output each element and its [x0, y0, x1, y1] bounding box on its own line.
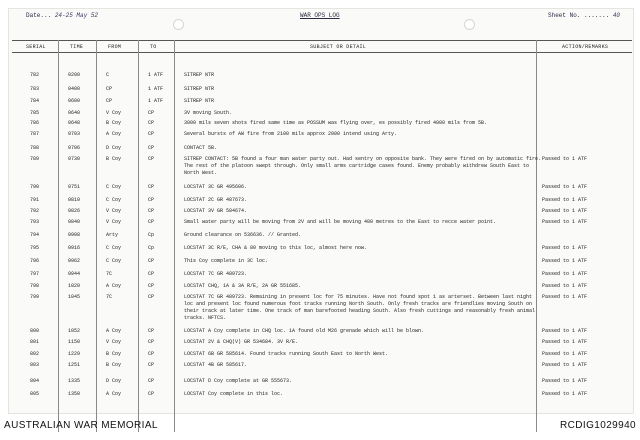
cell-time: 1229 [68, 351, 81, 357]
column-header-subject: SUBJECT OR DETAIL [310, 44, 367, 50]
column-header-time: TIME [70, 44, 84, 50]
cell-action: Passed to 1 ATF [542, 294, 588, 300]
cell-from: CP [106, 98, 113, 104]
cell-from: C [106, 72, 110, 78]
page-title: WAR OPS LOG [300, 12, 340, 19]
cell-serial: 799 [30, 294, 40, 300]
cell-to: CP [148, 258, 155, 264]
cell-detail: LOCSTAT Coy complete in this loc. [184, 391, 284, 397]
cell-detail: LOCSTAT CHQ, 1A & 3A R/E, 2A GR 551685. [184, 283, 302, 289]
cell-action: Passed to 1 ATF [542, 362, 588, 368]
cell-to: CP [148, 131, 155, 137]
cell-from: V Coy [106, 208, 122, 214]
cell-from: D Coy [106, 145, 122, 151]
cell-from: C Coy [106, 184, 122, 190]
cell-detail: SITREP NTR [184, 72, 215, 78]
cell-from: C Coy [106, 258, 122, 264]
cell-serial: 797 [30, 271, 40, 277]
cell-to: 1 ATF [148, 86, 164, 92]
cell-serial: 802 [30, 351, 40, 357]
column-header-serial: SERIAL [26, 44, 46, 50]
cell-time: 0908 [68, 232, 81, 238]
punch-hole-right [464, 19, 475, 30]
cell-to: CP [148, 294, 155, 300]
cell-detail: 3000 mils seven shots fired same time as POSSUM was flying over, es possibly fired 4000 mils from 5B. [184, 120, 488, 126]
cell-time: 0706 [68, 145, 81, 151]
cell-detail: 3V moving South. [184, 110, 233, 116]
cell-time: 0840 [68, 219, 81, 225]
date-field [26, 12, 98, 19]
cell-detail: LOCSTAT 3C GR 495606. [184, 184, 248, 190]
punch-hole-left [173, 19, 184, 30]
cell-from: B Coy [106, 351, 122, 357]
cell-detail: Small water party will be moving from 2V and will be moving 400 metres to the East to recce water point. [184, 219, 497, 225]
cell-time: 0400 [68, 86, 81, 92]
cell-serial: 800 [30, 328, 40, 334]
cell-to: Cp [148, 245, 155, 251]
cell-serial: 796 [30, 258, 40, 264]
cell-serial: 785 [30, 110, 40, 116]
sheet-value: 40 [612, 12, 621, 19]
cell-detail: LOCSTAT A Coy complete in CHQ loc. 1A found old M26 grenade which will be blown. [184, 328, 425, 334]
cell-time: 0916 [68, 245, 81, 251]
cell-time: 1052 [68, 328, 81, 334]
cell-time: 1335 [68, 378, 81, 384]
cell-serial: 789 [30, 156, 40, 162]
cell-from: C Coy [106, 245, 122, 251]
cell-time: 0751 [68, 184, 81, 190]
cell-from: 7C [106, 294, 113, 300]
cell-time: 0200 [68, 72, 81, 78]
footer-record-id: RCDIG1029940 [560, 420, 636, 431]
column-header-to: TO [150, 44, 157, 50]
cell-detail: LOCSTAT 2C GR 487673. [184, 197, 248, 203]
cell-action: Passed to 1 ATF [542, 197, 588, 203]
cell-action: Passed to 1 ATF [542, 391, 588, 397]
cell-to: CP [148, 219, 155, 225]
cell-from: CP [106, 86, 113, 92]
cell-time: 1150 [68, 339, 81, 345]
cell-serial: 794 [30, 232, 40, 238]
cell-action: Passed to 1 ATF [542, 328, 588, 334]
column-header-action: ACTION/REMARKS [562, 44, 609, 50]
cell-action: Passed to 1 ATF [542, 339, 588, 345]
cell-from: V Coy [106, 219, 122, 225]
cell-action: Passed to 1 ATF [542, 219, 588, 225]
cell-to: CP [148, 362, 155, 368]
cell-detail: LOCSTAT 7C GR 489723. [184, 271, 248, 277]
cell-from: V Coy [106, 110, 122, 116]
cell-time: 1350 [68, 391, 81, 397]
cell-detail: LOCSTAT 3V GR 584674. [184, 208, 248, 214]
cell-from: A Coy [106, 391, 122, 397]
cell-to: CP [148, 271, 155, 277]
cell-to: CP [148, 145, 155, 151]
cell-serial: 791 [30, 197, 40, 203]
cell-time: 0600 [68, 98, 81, 104]
cell-time: 0640 [68, 110, 81, 116]
cell-time: 0944 [68, 271, 81, 277]
column-divider [96, 40, 97, 432]
cell-action: Passed to 1 ATF [542, 351, 588, 357]
cell-from: 7C [106, 271, 113, 277]
cell-serial: 790 [30, 184, 40, 190]
cell-action: Passed to 1 ATF [542, 184, 588, 190]
cell-serial: 792 [30, 208, 40, 214]
cell-from: A Coy [106, 328, 122, 334]
cell-action: Passed to 1 ATF [542, 258, 588, 264]
cell-from: D Coy [106, 378, 122, 384]
cell-action: Passed to 1 ATF [542, 378, 588, 384]
cell-serial: 805 [30, 391, 40, 397]
cell-from: A Coy [106, 131, 122, 137]
cell-detail: LOCSTAT 3C R/E, CHA & 80 moving to this loc, almost here now. [184, 245, 368, 251]
cell-serial: 782 [30, 72, 40, 78]
cell-time: 0648 [68, 120, 81, 126]
cell-to: CP [148, 283, 155, 289]
cell-from: B Coy [106, 362, 122, 368]
date-label: Date... [26, 12, 52, 19]
cell-to: 1 ATF [148, 98, 164, 104]
cell-detail: This Coy complete in 3C loc. [184, 258, 269, 264]
cell-detail: LOCSTAT 4B GR 585617. [184, 362, 248, 368]
column-divider [138, 40, 139, 432]
cell-detail: CONTACT 5B. [184, 145, 218, 151]
date-value: 24-25 May 52 [54, 12, 99, 19]
column-divider [58, 40, 59, 432]
cell-to: Cp [148, 232, 155, 238]
cell-to: CP [148, 208, 155, 214]
cell-detail: SITREP NTR [184, 86, 215, 92]
cell-to: CP [148, 328, 155, 334]
cell-serial: 788 [30, 145, 40, 151]
cell-action: Passed to 1 ATF [542, 283, 588, 289]
cell-to: CP [148, 120, 155, 126]
cell-serial: 795 [30, 245, 40, 251]
cell-detail: LOCSTAT 7C GR 489723. Remaining in present loc for 75 minutes. Have not found spot 1 as arterset. Between last night loc and present loc found numerous foot tracks running North South. Only fresh tracks are friendlies moving South on their track at later time. One track of man barefooted heading South. Also fresh cuttings and reasonably fresh animal tracks. NFTCS. [184, 294, 536, 321]
cell-from: V Coy [106, 339, 122, 345]
column-header-from: FROM [108, 44, 122, 50]
cell-serial: 784 [30, 98, 40, 104]
cell-action: Passed to 1 ATF [542, 271, 588, 277]
cell-time: 1251 [68, 362, 81, 368]
cell-action: Passed to 1 ATF [542, 156, 588, 162]
cell-time: 0962 [68, 258, 81, 264]
cell-detail: LOCSTAT 6B GR 585614. Found tracks running South East to North West. [184, 351, 389, 357]
cell-detail: LOCSTAT 2V & CHQ(V) GR 534684. 3V R/E. [184, 339, 299, 345]
cell-serial: 801 [30, 339, 40, 345]
cell-time: 1020 [68, 283, 81, 289]
cell-to: CP [148, 378, 155, 384]
cell-from: B Coy [106, 156, 122, 162]
cell-detail: Several bursts of AW fire from 2100 mils approx 2000 intend using Arty. [184, 131, 398, 137]
cell-action: Passed to 1 ATF [542, 208, 588, 214]
footer-source-label: AUSTRALIAN WAR MEMORIAL [4, 420, 158, 431]
cell-time: 0730 [68, 156, 81, 162]
cell-to: CP [148, 110, 155, 116]
cell-to: 1 ATF [148, 72, 164, 78]
sheet-number-field [548, 12, 620, 19]
cell-detail: Ground clearance on 536636. // Granted. [184, 232, 302, 238]
cell-to: CP [148, 184, 155, 190]
cell-detail: SITREP NTR [184, 98, 215, 104]
cell-from: Arty [106, 232, 119, 238]
cell-serial: 803 [30, 362, 40, 368]
cell-serial: 798 [30, 283, 40, 289]
cell-serial: 786 [30, 120, 40, 126]
cell-from: B Coy [106, 120, 122, 126]
cell-from: A Coy [106, 283, 122, 289]
cell-serial: 783 [30, 86, 40, 92]
cell-to: CP [148, 339, 155, 345]
cell-action: Passed to 1 ATF [542, 245, 588, 251]
cell-serial: 787 [30, 131, 40, 137]
cell-to: CP [148, 197, 155, 203]
cell-to: CP [148, 391, 155, 397]
cell-serial: 793 [30, 219, 40, 225]
cell-from: C Coy [106, 197, 122, 203]
cell-time: 0703 [68, 131, 81, 137]
cell-serial: 804 [30, 378, 40, 384]
cell-detail: LOCSTAT D Coy complete at GR 555673. [184, 378, 293, 384]
column-divider [174, 40, 175, 432]
cell-time: 0810 [68, 197, 81, 203]
cell-to: CP [148, 351, 155, 357]
sheet-label: Sheet No. ....... [548, 12, 610, 19]
cell-detail: SITREP CONTACT: 5B found a four man water party out. Had sentry on opposite bank. They were fired on by automatic fire. The rest of the platoon swept through. Only small arms cartridge cases found. Enemy probably withdrew South East to North West. [184, 156, 542, 176]
cell-to: CP [148, 156, 155, 162]
cell-time: 1045 [68, 294, 81, 300]
cell-time: 0826 [68, 208, 81, 214]
